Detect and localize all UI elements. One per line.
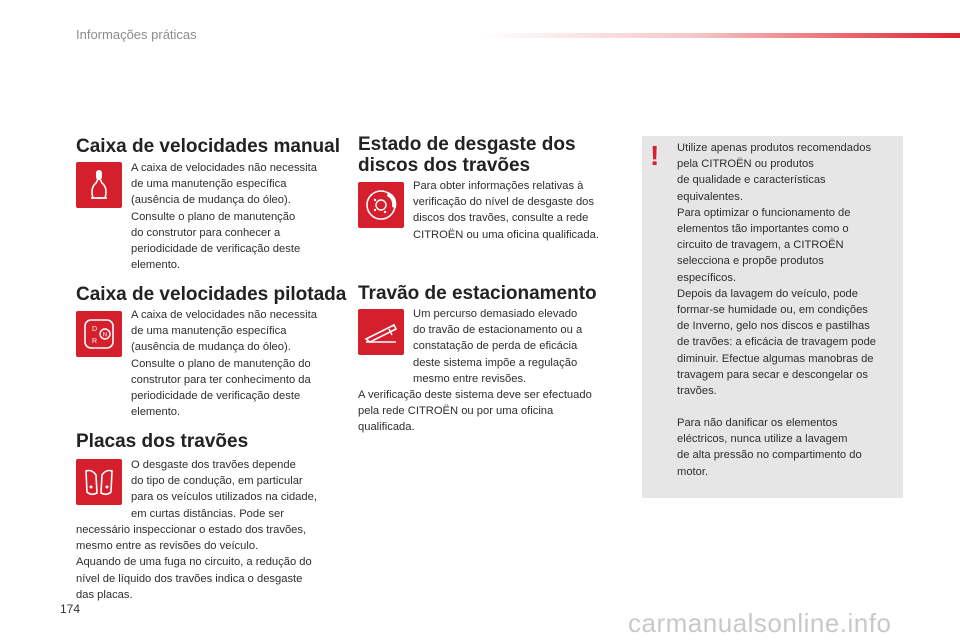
svg-text:N: N	[102, 332, 108, 339]
brake-discs-title: Estado de desgaste dos discos dos travões	[358, 134, 576, 176]
brake-discs-text: Para obter informações relativas à verificação do nível de desgaste dos discos dos travões, consulte a rede CITROËN ou uma oficina qualificada.	[413, 180, 599, 241]
piloted-gearbox-icon	[76, 311, 122, 357]
manual-gearbox-text: A caixa de velocidades não necessita de uma manutenção específica (ausência de mudança do óleo). Consulte o plano de manutenção do construtor para conhecer a periodicidade de verificação deste elemento.	[131, 162, 317, 272]
brake-pads-icon	[76, 459, 122, 505]
brake-pads-text-indented: O desgaste dos travões depende do tipo de condução, em particular para os veículos utilizados na cidade, em curtas distâncias. Pode ser	[131, 459, 317, 520]
gear-lever-icon	[76, 162, 122, 208]
piloted-gearbox-text: A caixa de velocidades não necessita de uma manutenção específica (ausência de mudança do óleo). Consulte o plano de manutenção do construtor para ter conhecimento da periodicidade de verificação deste elemento.	[131, 309, 317, 419]
brake-pads-title: Placas dos travões	[76, 431, 249, 452]
warning-icon: !	[650, 140, 660, 171]
header-accent-bar	[480, 33, 960, 38]
watermark: carmanualsonline.info	[628, 608, 892, 638]
svg-text:R: R	[92, 338, 98, 345]
parking-brake-icon	[358, 309, 404, 355]
warning-note: Para não danificar os elementos eléctricos, nunca utilize a lavagem de alta pressão no compartimento do motor.	[677, 417, 862, 478]
parking-brake-title: Travão de estacionamento	[358, 283, 597, 304]
brake-disc-icon	[358, 182, 404, 228]
warning-text: Utilize apenas produtos recomendados pela CITROËN ou produtos de qualidade e características equivalentes. Para optimizar o funcionamento de elementos tão importantes como o circuito de travagem, a CITROËN selecciona e propõe produtos específicos. Depois da lavagem do veículo, pode formar-se humidade ou, em condições de Inverno, gelo nos discos e pastilhas de travões: a eficácia de travagem pode diminuir. Efectue algumas manobras de travagem para secar e descongelar os travões.	[677, 142, 877, 398]
manual-gearbox-title: Caixa de velocidades manual	[76, 136, 341, 157]
section-title: Informações práticas	[76, 27, 197, 42]
svg-text:D: D	[92, 326, 98, 333]
parking-brake-text-full: A verificação deste sistema deve ser efectuado pela rede CITROËN ou por uma oficina qualificada.	[358, 389, 592, 434]
parking-brake-text-indented: Um percurso demasiado elevado do travão de estacionamento ou a constatação de perda de eficácia deste sistema impõe a regulação mesmo entre revisões.	[413, 308, 583, 385]
brake-pads-text-full: necessário inspeccionar o estado dos travões, mesmo entre as revisões do veículo. Aquando de uma fuga no circuito, a redução do nível de líquido dos travões indica o desgaste das placas.	[76, 524, 312, 601]
page-number: 174	[60, 602, 81, 616]
piloted-gearbox-title: Caixa de velocidades pilotada	[76, 284, 347, 305]
